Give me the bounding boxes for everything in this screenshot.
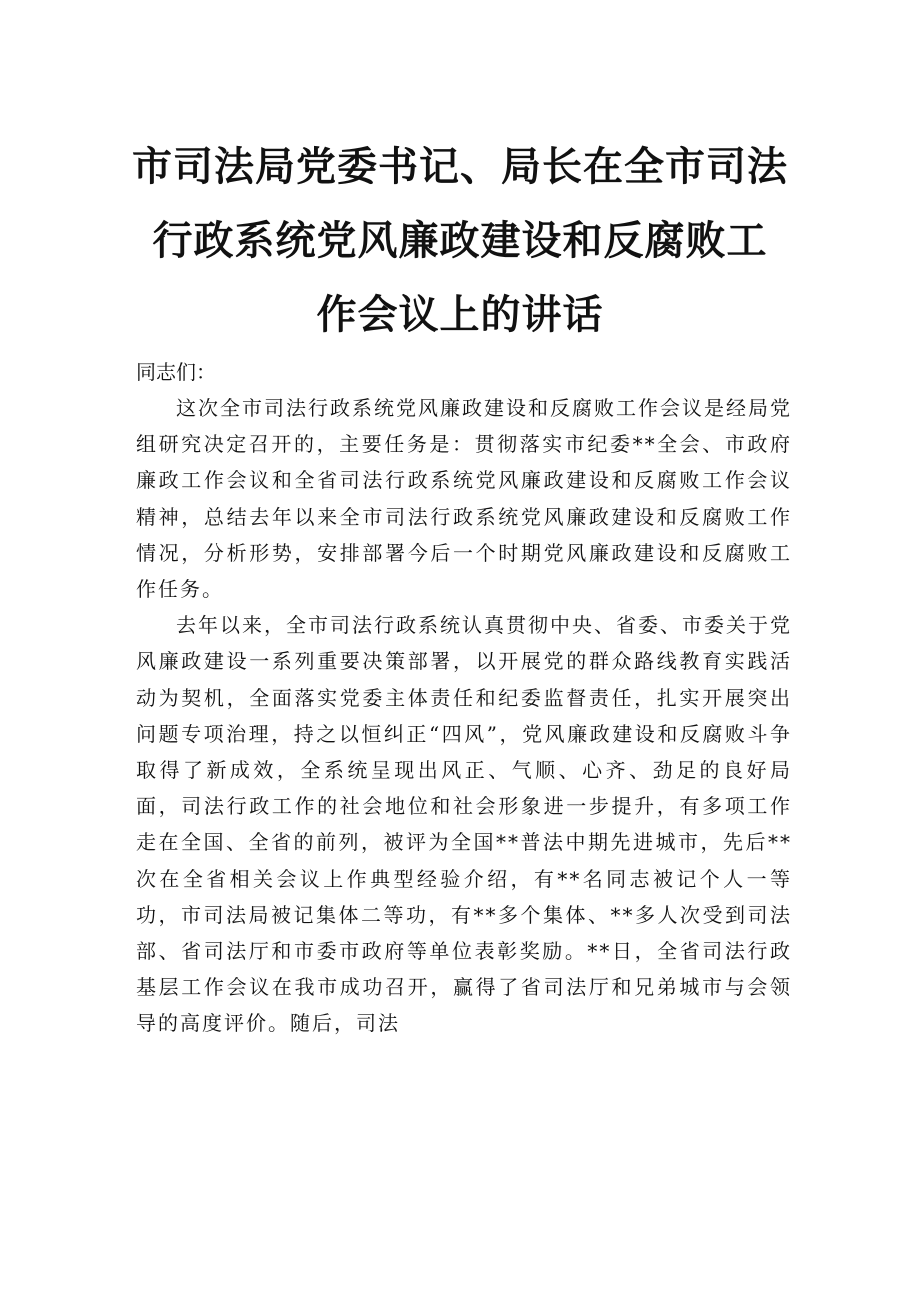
paragraph-1: 这次全市司法行政系统党风廉政建设和反腐败工作会议是经局党组研究决定召开的，主要任务是：贯彻落实市纪委**全会、市政府廉政工作会议和全省司法行政系统党风廉政建设和反腐败工作会议精神，总结去年以来全市司法行政系统党风廉政建设和反腐败工作情况，分析形势，安排部署今后一个时期党风廉政建设和反腐败工作任务。 — [136, 396, 792, 602]
paragraph-2: 去年以来，全市司法行政系统认真贯彻中央、省委、市委关于党风廉政建设一系列重要决策部署，以开展党的群众路线教育实践活动为契机，全面落实党委主体责任和纪委监督责任，扎实开展突出问题专项治理，持之以恒纠正“四风”，党风廉政建设和反腐败斗争取得了新成效，全系统呈现出风正、气顺、心齐、劲足的良好局面，司法行政工作的社会地位和社会形象进一步提升，有多项工作走在全国、全省的前列，被评为全国**普法中期先进城市，先后**次在全省相关会议上作典型经验介绍，有**名同志被记个人一等功，市司法局被记集体二等功，有**多个集体、**多人次受到司法部、省司法厅和市委市政府等单位表彰奖励。**日，全省司法行政基层工作会议在我市成功召开，赢得了省司法厅和兄弟城市与会领导的高度评价。随后，司法 — [136, 613, 792, 1036]
title-line-2: 行政系统党风廉政建设和反腐败工 — [152, 218, 768, 264]
document-body — [136, 354, 792, 1042]
salutation: 同志们： — [136, 360, 216, 384]
title-line-3: 作会议上的讲话 — [316, 292, 604, 338]
title-line-1: 市司法局党委书记、局长在全市司法 — [132, 144, 788, 190]
document-title — [110, 130, 810, 352]
